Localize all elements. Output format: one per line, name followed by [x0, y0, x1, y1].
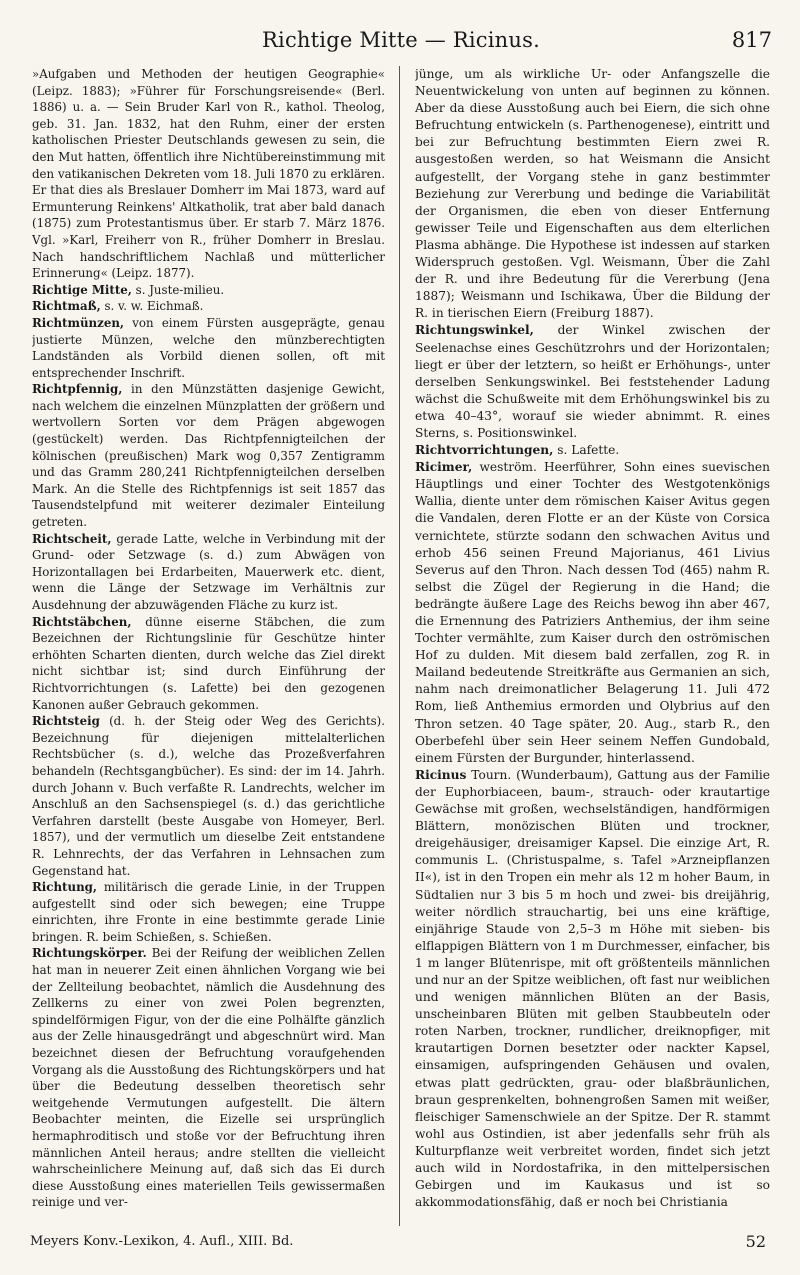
entry-text: in den Münzstätten dasjenige Gewicht, nach welchem die einzelnen Münzplatten der größern und wertvollern Sorten vor dem Prägen abgewogen (gestückelt) werden. Das Richtpfennigteilchen der kölnischen (preußischen) Mark wog 0,357 Zentigramm und das Gramm 280,241 Richtpfennigteilchen derselben Mark. An die Stelle des Richtpfennigs ist seit 1857 das Tausendstelpfund mit weiterer dezimaler Einteilung getreten. [32, 382, 385, 530]
dictionary-entry [32, 381, 385, 530]
entry-text: dünne eiserne Stäbchen, die zum Bezeichnen der Richtungslinie für Geschütze hinter erhöhten Scharten dienten, durch welche das Ziel direkt nicht sichtbar ist; sind durch Einführung der Richtvorrichtungen (s. Lafette) bei den gezogenen Kanonen außer Gebrauch gekommen. [32, 614, 385, 712]
entry-headword: Richtsteig [32, 714, 100, 729]
entry-text: s. v. w. Eichmaß. [100, 299, 204, 314]
left-column [32, 66, 385, 1226]
entry-headword: Richtmünzen, [32, 315, 125, 330]
dictionary-entry [415, 767, 770, 1211]
dictionary-entry [32, 945, 385, 1211]
dictionary-entry [415, 66, 770, 322]
dictionary-entry [32, 614, 385, 714]
dictionary-entry [415, 442, 770, 459]
dictionary-entry [32, 298, 385, 315]
signature-mark: 52 [745, 1232, 766, 1251]
dictionary-entry [32, 315, 385, 381]
entry-headword: Ricimer, [415, 460, 473, 475]
entry-headword: Richtpfennig, [32, 382, 123, 397]
entry-headword: Richtige Mitte, [32, 282, 132, 297]
entry-text: gerade Latte, welche in Verbindung mit der Grund- oder Setzwage (s. d.) zum Abwägen von Horizontallagen bei Erdarbeiten, Mauerwerk etc. dient, wenn die Länge der Setzwage im Verhältnis zur Ausdehnung der abzuwägenden Fläche zu kurz ist. [32, 531, 385, 612]
entry-text: Tourn. (Wunderbaum), Gattung aus der Familie der Euphorbiaceen, baum-, strauch- oder krautartige Gewächse mit großen, wechselständigen, handförmigen Blättern, monözischen Blüten und trockner, dreigehäusiger, dreisamiger Kapsel. Die einzige Art, R. communis L. (Christuspalme, s. Tafel »Arzneipflanzen II«), ist in den Tropen ein mehr als 12 m hoher Baum, in Südtalien nur 3 bis 5 m hoch und zwei- bis dreijährig, weiter nördlich strauchartig, bei uns eine kräftige, einjährige Staude von 2,5–3 m Höhe mit sieben- bis elflappigen Blättern von 1 m Durchmesser, einfacher, bis 1 m langer Blütenrispe, mit oft größtenteils männlichen und nur an der Spitze weiblichen, oft fast nur weiblichen und wenigen männlichen Blüten an der Basis, unscheinbaren Blüten mit gelben Staubbeuteln oder roten Narben, trockner, rundlicher, dreiknopfiger, mit krautartigen Dornen besetzter oder nackter Kapsel, einsamigen, aufspringenden Gehäusen und ovalen, etwas platt gedrückten, grau- oder blaßbräunlichen, braun gesprenkelten, bohnengroßen Samen mit weißer, fleischiger Samenschwiele an der Spitze. Der R. stammt wohl aus Ostindien, ist aber jedenfalls sehr früh als Kulturpflanze weit verbreitet worden, findet sich jetzt auch wild in Nordostafrika, in den mittelpersischen Gebirgen und im Kaukasus und ist so akkommodationsfähig, daß er noch bei Christiania [415, 767, 770, 1210]
entry-text: »Aufgaben und Methoden der heutigen Geographie« (Leipz. 1883); »Führer für Forschungsreisende« (Berl. 1886) u. a. — Sein Bruder Karl von R., kathol. Theolog, geb. 31. Jan. 1832, hat den Ruhm, einer der ersten katholischen Priester Deutschlands gewesen zu sein, die den Mut hatten, öffentlich ihre Nichtübereinstimmung mit den vatikanischen Dekreten vom 18. Juli 1870 zu erklären. Er that dies als Breslauer Domherr im Mai 1873, ward auf Ermunterung Reinkens' Altkatholik, trat aber bald danach (1875) zum Protestantismus über. Er starb 7. März 1876. Vgl. »Karl, Freiherr von R., früher Domherr in Breslau. Nach handschriftlichem Nachlaß und mütterlicher Erinnerung« (Leipz. 1877). [32, 67, 385, 281]
dictionary-entry [415, 459, 770, 767]
entry-headword: Richtmaß, [32, 299, 101, 314]
entry-text: der Winkel zwischen der Seelenachse eines Geschützrohrs und der Horizontalen; liegt er über der letztern, so heißt er Erhöhungs-, unter derselben Senkungswinkel. Bei feststehender Ladung wächst die Schußweite mit dem Erhöhungswinkel bis zu etwa 40–43°, worauf sie wieder abnimmt. R. eines Sterns, s. Positionswinkel. [415, 323, 770, 440]
entry-text: militärisch die gerade Linie, in der Truppen aufgestellt sind oder sich bewegen; eine Truppe einrichten, ihre Fronte in eine bestimmte gerade Linie bringen. R. beim Schießen, s. Schießen. [32, 880, 385, 944]
entry-text: s. Lafette. [553, 443, 620, 458]
dictionary-entry [32, 282, 385, 299]
entry-headword: Richtung, [32, 880, 98, 895]
entry-headword: Richtscheit, [32, 531, 112, 546]
column-divider [399, 66, 400, 1226]
running-title: Richtige Mitte — Ricinus. [262, 28, 540, 52]
entry-text: s. Juste-milieu. [131, 282, 225, 297]
page-number: 817 [731, 28, 772, 52]
dictionary-entry [32, 713, 385, 879]
entry-headword: Richtungskörper. [32, 946, 147, 961]
dictionary-entry [32, 531, 385, 614]
entry-headword: Richtvorrichtungen, [415, 443, 554, 458]
entry-text: von einem Fürsten ausgeprägte, genau justierte Münzen, welche den münzberechtigten Landständen als Vorbild dienen sollen, oft mit entsprechender Inschrift. [32, 315, 385, 380]
source-line: Meyers Konv.-Lexikon, 4. Aufl., XIII. Bd. [30, 1234, 294, 1249]
entry-text: jünge, um als wirkliche Ur- oder Anfangszelle die Neuentwickelung von unten auf beginnen zu können. Aber da diese Ausstoßung auch bei Eiern, die sich ohne Befruchtung entwickeln (s. Parthenogenese), eintritt und bei zur Befruchtung bestimmten Eiern zwei R. ausgestoßen werden, so hat Weismann die Ansicht aufgestellt, der Vorgang stehe in ganz bestimmter Beziehung zur Vererbung und bedinge die Variabilität der Organismen, die eben von dieser Entfernung gewisser Teile und Eigenschaften aus dem elterlichen Plasma abhänge. Die Hypothese ist indessen auf starken Widerspruch gestoßen. Vgl. Weismann, Über die Zahl der R. und ihre Bedeutung für die Vererbung (Jena 1887); Weismann und Ischikawa, Über die Bildung der R. in tierischen Eiern (Freiburg 1887). [415, 67, 770, 321]
entry-text: weström. Heerführer, Sohn eines suevischen Häuptlings und einer Tochter des Westgotenkönigs Wallia, diente unter dem römischen Kaiser Avitus gegen die Vandalen, deren Flotte er an der Küste von Corsica vernichtete, stürzte sodann den schwachen Avitus und erhob 456 seinen Freund Majorianus, 461 Livius Severus auf den Thron. Nach dessen Tod (465) nahm R. selbst die Zügel der Regierung in die Hand; die bedrängte äußere Lage des Reichs bewog ihn aber 467, die Ernennung des Patriziers Anthemius, der ihm seine Tochter vermählte, zum Kaiser durch den oströmischen Hof zu dulden. Mit diesem bald zerfallen, zog R. in Mailand bedeutende Streitkräfte aus Germanien an sich, nahm nach dreimonatlicher Belagerung 11. Juli 472 Rom, ließ Anthemius ermorden und Olybrius auf den Thron setzen. 40 Tage später, 20. Aug., starb R., den Oberbefehl über sein Heer seinem Neffen Gundobald, einem Fürsten der Burgunder, hinterlassend. [415, 460, 770, 765]
entry-headword: Richtungswinkel, [415, 323, 534, 338]
dictionary-entry [32, 879, 385, 945]
entry-headword: Richtstäbchen, [32, 614, 132, 629]
page-footer [30, 1234, 772, 1256]
entry-headword: Ricinus [415, 767, 467, 782]
entry-text: (d. h. der Steig oder Weg des Gerichts). Bezeichnung für diejenigen mittelalterlichen Rechtsbücher (s. d.), welche das Prozeßverfahren behandeln (Rechtsgangbücher). Es sind: der im 14. Jahrh. durch Johann v. Buch verfaßte R. Landrechts, welcher im Anschluß an den Sachsenspiegel (s. d.) das gerichtliche Verfahren darstellt (beste Ausgabe von Homeyer, Berl. 1857), und der vermutlich um dieselbe Zeit entstandene R. Lehnrechts, der das Verfahren in Lehnsachen zum Gegenstand hat. [32, 714, 385, 878]
entry-text: Bei der Reifung der weiblichen Zellen hat man in neuerer Zeit einen ähnlichen Vorgang wie bei der Zellteilung beobachtet, nämlich die Ausdehnung des Zellkerns zu einer von zwei Polen begrenzten, spindelförmigen Figur, von der die eine Polhälfte gänzlich aus der Zelle hinausgedrängt und abgeschnürt wird. Man bezeichnet diesen der Befruchtung voraufgehenden Vorgang als die Ausstoßung des Richtungskörpers und hat über die Bedeutung desselben theoretisch sehr weitgehende Vermutungen aufgestellt. Die ältern Beobachter meinten, die Eizelle sei ursprünglich hermaphroditisch und stoße vor der Befruchtung ihren männlichen Anteil heraus; andre stellten die vielleicht wahrscheinlichere Meinung auf, daß sich das Ei durch diese Ausstoßung eines materiellen Teils gewissermaßen reinige und ver- [32, 946, 385, 1210]
dictionary-entry [32, 66, 385, 282]
dictionary-entry [415, 322, 770, 442]
page-header [30, 28, 772, 62]
right-column [415, 66, 770, 1226]
